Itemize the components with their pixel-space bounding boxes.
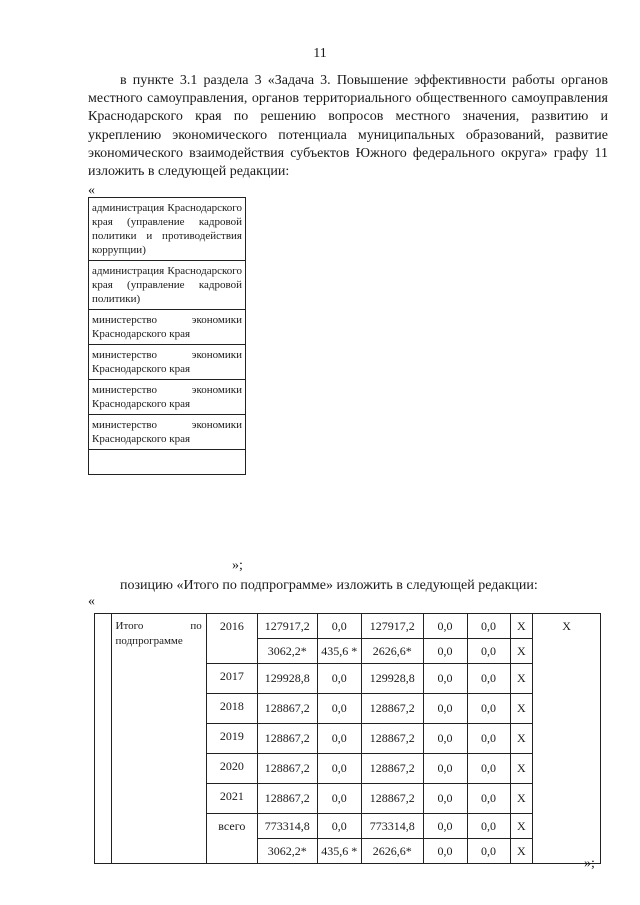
value-cell: X [510,664,533,694]
value-cell: 435,6 * [317,839,361,864]
value-cell: X [510,639,533,664]
executor-cell: администрация Краснодарского края (управление кадровой политики) [89,261,246,310]
value-cell: 128867,2 [361,694,423,724]
value-cell: 0,0 [467,784,510,814]
value-cell: 0,0 [317,694,361,724]
table-row [89,345,246,380]
value-cell: 0,0 [467,664,510,694]
year-cell: 2018 [206,694,257,724]
executor-cell: министерство экономики Краснодарского края [89,310,246,345]
value-cell: X [510,614,533,639]
value-cell: 3062,2* [257,639,317,664]
value-cell: 0,0 [467,814,510,839]
value-cell: 129928,8 [361,664,423,694]
table-row [89,310,246,345]
value-cell: 2626,6* [361,839,423,864]
value-cell: 127917,2 [361,614,423,639]
value-cell: 127917,2 [257,614,317,639]
value-cell: 2626,6* [361,639,423,664]
executor-cell-empty [89,450,246,475]
position-text: позицию «Итого по подпрограмме» изложить в следующей редакции: [120,578,538,593]
intro-paragraph [88,72,608,181]
value-cell: 0,0 [423,784,467,814]
value-cell: 435,6 * [317,639,361,664]
value-cell: 0,0 [467,614,510,639]
value-cell: X [510,839,533,864]
year-cell: 2020 [206,754,257,784]
value-cell: 0,0 [317,784,361,814]
value-cell: 0,0 [423,614,467,639]
value-cell: 128867,2 [257,754,317,784]
table-row [89,261,246,310]
value-cell: 0,0 [467,754,510,784]
blank-cell [95,614,112,864]
value-cell: 128867,2 [257,784,317,814]
value-cell: 0,0 [423,694,467,724]
value-cell: X [510,724,533,754]
totals-table [94,613,601,864]
year-cell: 2016 [206,614,257,664]
year-cell: всего [206,814,257,864]
value-cell: 0,0 [467,724,510,754]
page-number: 11 [313,46,327,61]
value-cell: 0,0 [423,814,467,839]
position-line [88,578,608,594]
year-cell: 2021 [206,784,257,814]
value-cell: 0,0 [423,724,467,754]
value-cell: 0,0 [423,839,467,864]
year-cell: 2017 [206,664,257,694]
year-cell: 2019 [206,724,257,754]
totals-name-cell: Итого по подпрограмме [111,614,206,864]
value-cell: 129928,8 [257,664,317,694]
open-quote-2: « [88,594,95,609]
value-cell: 0,0 [467,639,510,664]
table-row [89,450,246,475]
table-row [89,198,246,261]
table-row [89,380,246,415]
executor-cell: администрация Краснодарского края (управление кадровой политики и противодействия коррупции) [89,198,246,261]
value-cell: 0,0 [423,639,467,664]
value-cell: 128867,2 [361,784,423,814]
table-row [95,614,601,639]
open-quote-1: « [88,183,95,198]
table-row [89,415,246,450]
value-cell: 0,0 [317,754,361,784]
executor-table [88,197,246,475]
value-cell: X [510,784,533,814]
executor-cell: министерство экономики Краснодарского края [89,345,246,380]
value-cell: 773314,8 [361,814,423,839]
value-cell: 0,0 [317,724,361,754]
close-quote-2: »; [584,856,595,871]
value-cell: 0,0 [467,839,510,864]
value-cell: X [510,754,533,784]
close-quote-1: »; [232,558,243,573]
value-cell: 773314,8 [257,814,317,839]
value-cell: X [510,694,533,724]
value-cell: 0,0 [317,614,361,639]
value-cell: 128867,2 [257,724,317,754]
value-cell: 0,0 [317,664,361,694]
value-cell: 3062,2* [257,839,317,864]
value-cell: X [510,814,533,839]
value-cell: 128867,2 [361,724,423,754]
value-cell: 128867,2 [361,754,423,784]
executor-cell: министерство экономики Краснодарского края [89,415,246,450]
value-cell: 0,0 [317,814,361,839]
x-cell: X [533,614,601,864]
value-cell: 128867,2 [257,694,317,724]
value-cell: 0,0 [467,694,510,724]
intro-text: в пункте 3.1 раздела 3 «Задача 3. Повышение эффективности работы органов местного самоуправления, органов территориального общественного самоуправления Краснодарского края по решению вопросов местного значения, развитию и укреплению экономического потенциала муниципальных образований, развитие экономического взаимодействия субъектов Южного федерального округа» графу 11 изложить в следующей редакции: [88,73,608,180]
executor-cell: министерство экономики Краснодарского края [89,380,246,415]
value-cell: 0,0 [423,754,467,784]
value-cell: 0,0 [423,664,467,694]
